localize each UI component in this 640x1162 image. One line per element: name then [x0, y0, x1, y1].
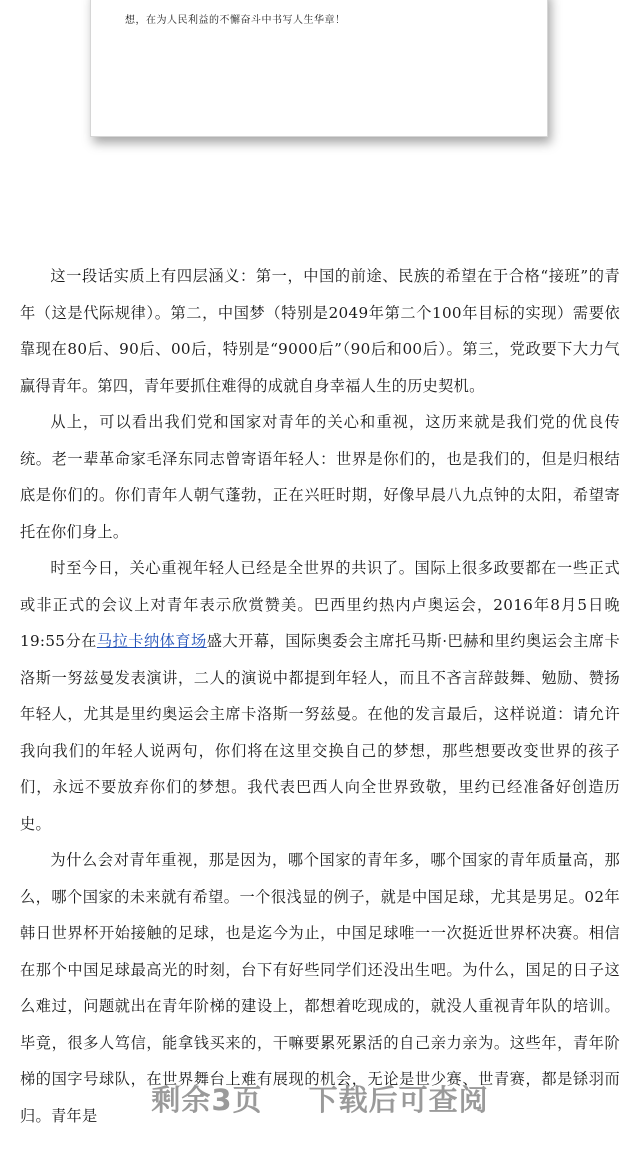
paragraph-2: 从上，可以看出我们党和国家对青年的关心和重视，这历来就是我们党的优良传统。老一辈革命家毛泽东同志曾寄语年轻人：世界是你们的，也是我们的，但是归根结底是你们的。你们青年人朝气蓬勃，正在兴旺时期，好像早晨八九点钟的太阳，希望寄托在你们身上。 — [20, 413, 620, 541]
preview-card-text: 想，在为人民利益的不懈奋斗中书写人生华章！ — [125, 15, 346, 26]
download-to-view-label[interactable]: 下载后可查阅 — [308, 1083, 489, 1117]
paragraph-1: 这一段话实质上有四层涵义：第一，中国的前途、民族的希望在于合格“接班”的青年（这是代际规律）。第二，中国梦（特别是2049年第二个100年目标的实现）需要依靠现在80后、90后、00后，特别是“9000后”（90后和00后）。第三，党政要下大力气赢得青年。第四，青年要抓住难得的成就自身幸福人生的历史契机。 — [20, 267, 620, 395]
paragraph-4: 为什么会对青年重视，那是因为，哪个国家的青年多，哪个国家的青年质量高，那么，哪个国家的未来就有希望。一个很浅显的例子，就是中国足球，尤其是男足。02年韩日世界杯开始接触的足球，也是迄今为止，中国足球唯一一次挺近世界杯决赛。相信在那个中国足球最高光的时刻，台下有好些同学们还没出生吧。为什么，国足的日子这么难过，问题就出在青年阶梯的建设上，都想着吃现成的，就没人重视青年队的培训。毕竟，很多人笃信，能拿钱买来的，干嘛要累死累活的自己亲力亲为。这些年，青年阶梯的国字号球队，在世界舞台上难有展现的机会，无论是世少赛、世青赛，都是铩羽而归。青年是 — [20, 851, 620, 1125]
page-preview-card — [90, 0, 548, 137]
stadium-link[interactable]: 马拉卡纳体育场 — [96, 632, 207, 650]
document-body — [20, 258, 620, 1134]
paragraph-3-text-before: 时至今日，关心重视年轻人已经是全世界的共识了。国际上很多政要都在一些正式或非正式的会议上对青年表示欣赏赞美。巴西里约热内卢奥运会，2016年8月5日晚19:55分在 — [20, 559, 620, 650]
paragraph-3-text-after: 盛大开幕，国际奥委会主席托马斯·巴赫和里约奥运会主席卡洛斯一努兹曼发表演讲，二人的演说中都提到年轻人，而且不吝言辞鼓舞、勉励、赞扬年轻人，尤其是里约奥运会主席卡洛斯一努兹曼。在他的发言最后，这样说道：请允许我向我们的年轻人说两句，你们将在这里交换自己的梦想，那些想要改变世界的孩子们，永远不要放弃你们的梦想。我代表巴西人向全世界致敬，里约已经准备好创造历史。 — [20, 632, 620, 833]
remaining-pages-label[interactable]: 剩余3页 — [151, 1083, 263, 1117]
paragraph-3 — [20, 550, 620, 842]
download-prompt[interactable] — [0, 1078, 640, 1120]
